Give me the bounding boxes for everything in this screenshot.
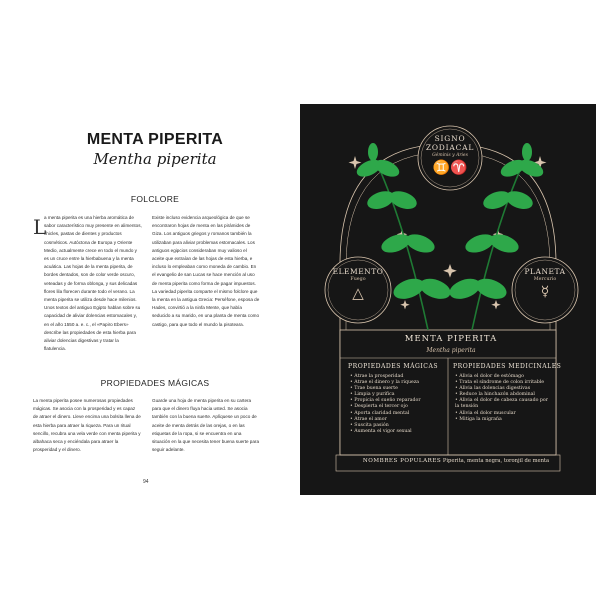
property-item: • Atrae la prosperidad (350, 374, 446, 380)
property-item: • Mitiga la migraña (455, 417, 553, 423)
mercury-icon: ☿ (540, 284, 550, 300)
magic-properties-list (350, 374, 446, 435)
property-item: • Trae buena suerte (350, 386, 446, 392)
page-number: 94 (143, 479, 149, 485)
property-item: • Propicia el sueño reparador (350, 398, 446, 404)
popular-names-value: Piperita, menta negra, toronjil de menta (442, 458, 550, 464)
propiedades-column-1: La menta piperita posee numerosas propiedades mágicas. Se asocia con la prosperidad y es capaz de atraer el dinero. Lleve encima una bolsita llena de esta hierba para atraer la riqueza. Para un ritual sencillo, recubra una vela verde con menta piperita y albahaca seca y enciéndala para atraer la prosperidad y el dinero. (33, 398, 141, 453)
property-item: • Aumenta el vigor sexual (350, 429, 446, 435)
property-item: • Alivia las dolencias digestivas (455, 386, 553, 392)
fire-triangle-icon: △ (352, 284, 364, 302)
element-value: Fuego (350, 277, 366, 282)
propiedades-heading: PROPIEDADES MÁGICAS (100, 378, 210, 388)
drop-cap: L (33, 215, 47, 239)
zodiac-label-1: SIGNO (434, 134, 466, 143)
page-subtitle: Mentha piperita (93, 150, 217, 168)
property-item: • Reduce la hinchazón abdominal (455, 392, 553, 398)
property-item: • Trata el síndrome de colon irritable (455, 380, 553, 386)
property-item: • Atrae el dinero y la riqueza (350, 380, 446, 386)
plant-name: MENTA PIPERITA (404, 334, 498, 344)
popular-names-label: NOMBRES POPULARES (362, 458, 442, 464)
folclore-column-2: Existe incluso evidencia arqueológica de que se encontraron hojas de menta en las pirámides de Giza. Los antiguos griegos y romanos también la utilizaban para aliviar problemas estomacales. Los antiguos egipcios consideraban muy valioso el aceite que extraían de las hojas de esta hierba, e incluso lo empleaban como moneda de cambio. En el evangelio de san Lucas se hace mención al uso de menta piperita como forma de pagar impuestos. La variedad piperita comparte el mismo folclore que la menta en la antigua Grecia: Perséfone, esposa de Hades, convirtió a la ninfa Mente, que había seducido a su marido, en una planta de menta como castigo, para que todo el mundo la pisoteara. (152, 215, 260, 327)
property-item: • Alivia el dolor de estómago (455, 374, 553, 380)
popular-names (336, 458, 576, 464)
magic-properties-heading: PROPIEDADES MÁGICAS (348, 363, 439, 370)
medicinal-properties-heading: PROPIEDADES MEDICINALES (453, 363, 562, 370)
property-item: • Despierta el tercer ojo (350, 404, 446, 410)
element-label: ELEMENTO (332, 267, 384, 276)
right-page-panel (300, 104, 596, 495)
zodiac-label-2: ZODIACAL (425, 143, 475, 152)
propiedades-column-2: Guarde una hoja de menta piperita en su cartera para que el dinero fluya hacia usted. Se asocia también con la buena suerte. Aplíquese un poco de aceite de menta detrás de las orejas, o en las etiquetas de la ropa, si se encuentra en una situación en la que necesita tener buena suerte para seguir adelante. (152, 398, 260, 453)
planet-value: Mercurio (533, 277, 557, 282)
property-item: • Suscita pasión (350, 423, 446, 429)
property-item: • Aporta claridad mental (350, 411, 446, 417)
plant-latin-name: Mentha piperita (426, 347, 476, 354)
property-item: • Atrae el amor (350, 417, 446, 423)
planet-label: PLANETA (524, 267, 566, 276)
folclore-heading: FOLCLORE (130, 194, 180, 204)
zodiac-signs: Géminis y Aries (432, 153, 468, 158)
page-title: MENTA PIPERITA (86, 131, 224, 148)
property-item: • Alivia el dolor de cabeza causado por la tensión (455, 398, 553, 410)
property-item: • Limpia y purifica (350, 392, 446, 398)
folclore-column-1: a menta piperita es una hierba aromática de sabor característico muy presente en alimentos, chicles, pastas de dientes y productos cosméticos. Autóctona de Europa y Oriente Medio, actualmente crece en todo el mundo y es un cruce entre la hierbabuena y la menta acuática. Las hojas de la menta piperita, de bordes dentados, son de color verde oscuro, veteadas y de forma oblonga, y sus delicadas flores lila florecen durante todo el verano. La menta piperita se utiliza desde hace milenios. Unos textos del antiguo Egipto hablan sobre su capacidad de aliviar dolencias estomacales y, en el año 1550 a. e. c., el «Papiro Ebers» describe las propiedades de esta hierba para aliviar dolencias digestivas y tratar la flatulencia. (44, 215, 142, 352)
property-item: • Alivia el dolor muscular (455, 411, 553, 417)
medicinal-properties-list (455, 374, 553, 423)
zodiac-symbols-icon: ♊♈ (432, 160, 468, 176)
